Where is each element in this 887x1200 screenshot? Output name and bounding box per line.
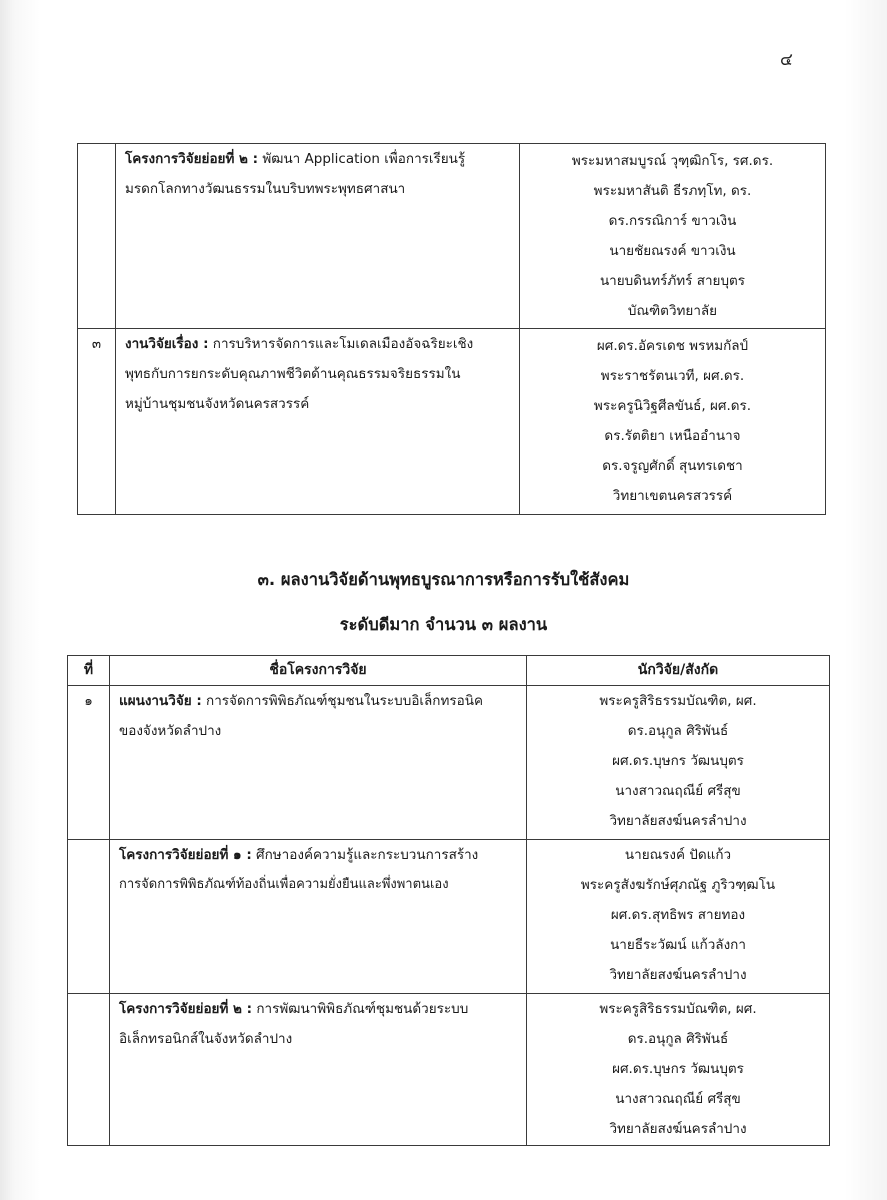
table-row: [68, 686, 830, 840]
project-label: งานวิจัยเรื่อง :: [125, 336, 209, 352]
project-title-line: อิเล็กทรอนิกส์ในจังหวัดลำปาง: [119, 1031, 293, 1047]
project-title-line: การจัดการพิพิธภัณฑ์ท้องถิ่นเพื่อความยั่งยืนและพึ่งพาตนเอง: [119, 877, 449, 892]
researcher-name: พระราชรัตนเวที, ผศ.ดร.: [600, 368, 745, 384]
researcher-name: ผศ.ดร.สุทธิพร สายทอง: [610, 907, 746, 923]
researcher-name: ดร.อนุกูล ศิริพันธ์: [627, 1031, 729, 1047]
researcher-cell: [527, 686, 830, 840]
table-row: [78, 144, 826, 329]
researcher-cell: [527, 840, 830, 994]
researcher-name: ดร.รัตติยา เหนืออำนาจ: [604, 428, 741, 444]
researcher-name: ผศ.ดร.อัครเดช พรหมกัลป์: [596, 338, 749, 354]
project-title-line: การพัฒนาพิพิธภัณฑ์ชุมชนด้วยระบบ: [256, 1001, 469, 1017]
researcher-cell: [527, 994, 830, 1146]
affiliation: วิทยาลัยสงฆ์นครลำปาง: [609, 813, 747, 829]
project-cell: [110, 994, 527, 1146]
research-table-continued: [77, 143, 826, 515]
project-title-line: มรดกโลกทางวัฒนธรรมในบริบทพระพุทธศาสนา: [125, 181, 406, 197]
project-label: โครงการวิจัยย่อยที่ ๑ :: [119, 847, 252, 863]
researcher-name: นายณรงค์ ปัดแก้ว: [624, 847, 732, 863]
section-subtitle: ระดับดีมาก จำนวน ๓ ผลงาน: [339, 615, 548, 634]
table-row: [78, 329, 826, 515]
project-cell: [110, 686, 527, 840]
researcher-name: นางสาวณฤณีย์ ศรีสุข: [615, 1091, 741, 1107]
project-title-line: พัฒนา Application เพื่อการเรียนรู้: [262, 151, 466, 167]
project-title-line: การบริหารจัดการและโมเดลเมืองอัจฉริยะเชิง: [212, 336, 474, 352]
project-title-line: การจัดการพิพิธภัณฑ์ชุมชนในระบบอิเล็กทรอนิค: [206, 693, 484, 709]
researcher-cell: [520, 329, 826, 515]
researcher-name: พระมหาสันติ ธีรภทฺโท, ดร.: [593, 183, 752, 199]
researcher-name: นายธีระวัฒน์ แก้วลังกา: [610, 937, 746, 953]
project-cell: [116, 144, 520, 329]
project-label: แผนงานวิจัย :: [119, 693, 202, 709]
project-label: โครงการวิจัยย่อยที่ ๒ :: [119, 1001, 253, 1017]
researcher-name: ดร.กรรณิการ์ ขาวเงิน: [608, 213, 737, 229]
project-label: โครงการวิจัยย่อยที่ ๒ :: [125, 151, 259, 167]
project-cell: [110, 840, 527, 994]
row-number: [78, 144, 116, 329]
researcher-name: ผศ.ดร.บุษกร วัฒนบุตร: [612, 1061, 744, 1077]
affiliation: วิทยาลัยสงฆ์นครลำปาง: [609, 967, 747, 983]
header-researcher: นักวิจัย/สังกัด: [527, 656, 830, 686]
affiliation: วิทยาลัยสงฆ์นครลำปาง: [609, 1121, 747, 1137]
project-title-line: หมู่บ้านชุมชนจังหวัดนครสวรรค์: [125, 396, 310, 412]
table-row: [68, 994, 830, 1146]
row-number: [68, 994, 110, 1146]
researcher-cell: [520, 144, 826, 329]
project-title-line: พุทธกับการยกระดับคุณภาพชีวิตด้านคุณธรรมจริยธรรมใน: [125, 366, 461, 382]
researcher-name: พระครูสิริธรรมบัณฑิต, ผศ.: [599, 693, 757, 709]
affiliation: บัณฑิตวิทยาลัย: [627, 303, 718, 319]
researcher-name: พระครูสิริธรรมบัณฑิต, ผศ.: [599, 1001, 757, 1017]
researcher-name: พระครูสังฆรักษ์ศุภณัฐ ภูริวฑฺฒโน: [580, 877, 776, 893]
row-number: [68, 840, 110, 994]
researcher-name: นางสาวณฤณีย์ ศรีสุข: [615, 783, 741, 799]
header-project: ชื่อโครงการวิจัย: [110, 656, 527, 686]
researcher-name: พระมหาสมบูรณ์ วุฑฺฒิกโร, รศ.ดร.: [571, 153, 774, 169]
row-number: ๑: [68, 686, 110, 840]
researcher-name: พระครูนิวิฐศีลขันธ์, ผศ.ดร.: [593, 398, 752, 414]
section-title: ๓. ผลงานวิจัยด้านพุทธบูรณาการหรือการรับใช้สังคม: [257, 570, 630, 589]
project-title-line: ศึกษาองค์ความรู้และกระบวนการสร้าง: [256, 847, 479, 863]
header-no: ที่: [68, 656, 110, 686]
project-cell: [116, 329, 520, 515]
page-number: ๔: [780, 50, 793, 70]
affiliation: วิทยาเขตนครสวรรค์: [612, 488, 733, 504]
researcher-name: ดร.อนุกูล ศิริพันธ์: [627, 723, 729, 739]
researcher-name: ดร.จรูญศักดิ์ สุนทรเดชา: [602, 458, 743, 474]
project-title-line: ของจังหวัดลำปาง: [119, 723, 222, 739]
row-number: ๓: [78, 329, 116, 515]
researcher-name: นายบดินทร์ภัทร์ สายบุตร: [599, 273, 746, 289]
researcher-name: นายชัยณรงค์ ขาวเงิน: [609, 243, 736, 259]
researcher-name: ผศ.ดร.บุษกร วัฒนบุตร: [612, 753, 744, 769]
research-table: [67, 655, 830, 1146]
table-row: [68, 840, 830, 994]
table-header-row: [68, 656, 830, 686]
